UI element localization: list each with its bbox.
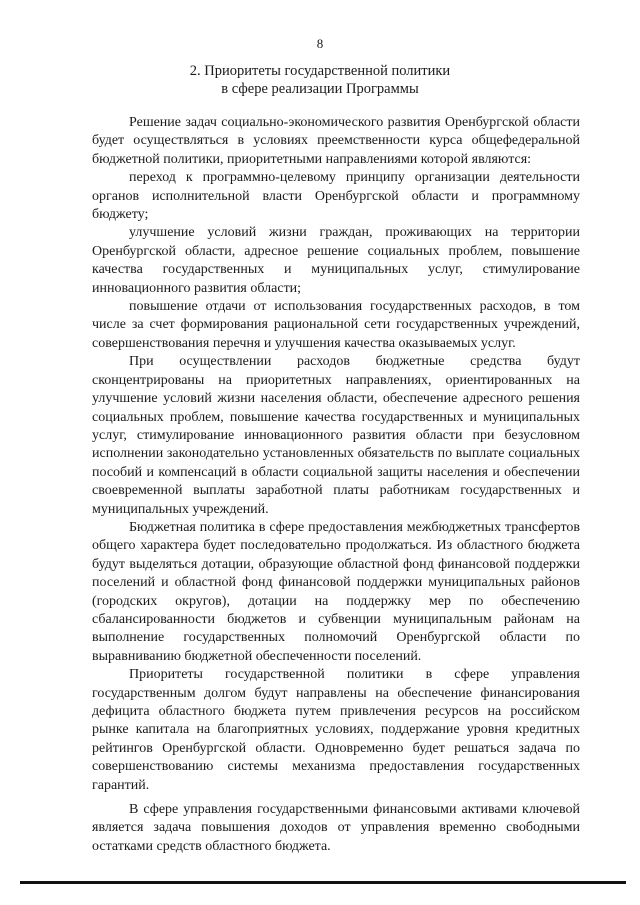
list-item: повышение отдачи от использования государственных расходов, в том числе за счет формирования рациональной сети государственных учреждений, совершенствования перечня и улучшения качества оказываемых услуг.	[92, 299, 580, 351]
section-title	[0, 62, 640, 98]
paragraph: Решение задач социально-экономического развития Оренбургской области будет осуществляться в условиях преемственности курса общефедеральной бюджетной политики, приоритетными направлениями которой являются:	[92, 115, 580, 167]
paragraph: При осуществлении расходов бюджетные средства будут сконцентрированы на приоритетных направлениях, ориентированных на улучшение условий жизни населения области, обеспечение адресного решения социальных проблем, повышение качества государственных и муниципальных услуг, стимулирование инновационного развития области при безусловном исполнении законодательно установленных обязательств по выплате социальных пособий и компенсаций в области социальной защиты населения и обеспечении своевременной выплаты заработной платы работникам государственных и муниципальных учреждений.	[92, 354, 580, 517]
paragraph: Бюджетная политика в сфере предоставления межбюджетных трансфертов общего характера будет последовательно продолжаться. Из областного бюджета будут выделяться дотации, образующие областной фонд финансовой поддержки поселений и областной фонд финансовой поддержки муниципальных районов (городских округов), дотации на поддержку мер по обеспечению сбалансированности бюджетов и субвенции муниципальным районам на выполнение государственных полномочий Оренбургской области по выравниванию бюджетной обеспеченности поселений.	[92, 519, 580, 664]
paragraph: В сфере управления государственными финансовыми активами ключевой является задача повышения доходов от управления временно свободными остатками средств областного бюджета.	[92, 802, 580, 854]
section-title-line-1: 2. Приоритеты государственной политики	[189, 63, 451, 79]
section-title-line-2: в сфере реализации Программы	[221, 81, 419, 97]
bottom-divider	[20, 881, 626, 884]
body-text	[92, 114, 580, 856]
list-item: улучшение условий жизни граждан, проживающих на территории Оренбургской области, адресное решение социальных проблем, повышение качества государственных и муниципальных услуг, стимулирование инновационного развития области;	[92, 225, 580, 296]
paragraph: Приоритеты государственной политики в сфере управления государственным долгом будут направлены на обеспечение финансирования дефицита областного бюджета путем привлечения ресурсов на российском рынке капитала на благоприятных условиях, поддержание уровня кредитных рейтингов Оренбургской области. Одновременно будет решаться задача по совершенствованию системы механизма предоставления государственных гарантий.	[92, 667, 580, 793]
page-number: 8	[316, 36, 324, 51]
list-item: переход к программно-целевому принципу организации деятельности органов исполнительной власти Оренбургской области и программному бюджету;	[92, 170, 580, 223]
